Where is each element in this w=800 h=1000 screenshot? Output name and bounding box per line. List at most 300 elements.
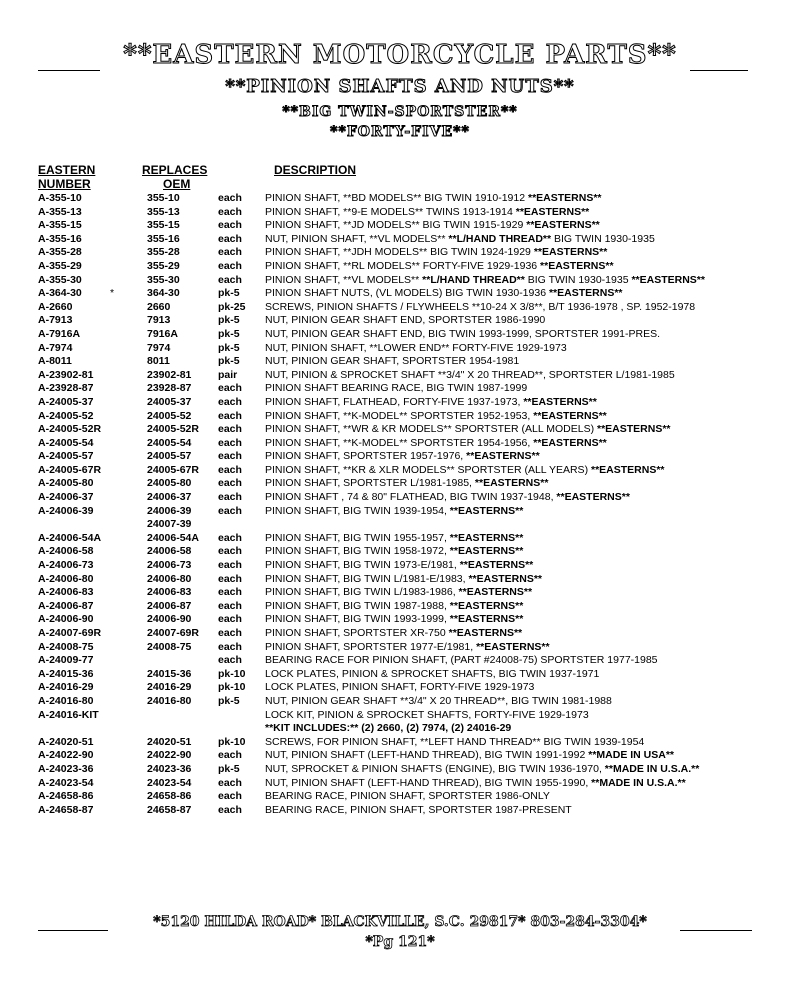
description-text: PINION SHAFT, **WR & KR MODELS** SPORTSTER (ALL MODELS): [265, 423, 595, 436]
description: [265, 545, 523, 559]
description-text: PINION SHAFT, BIG TWIN 1955-1957,: [265, 531, 447, 544]
oem-number: 355-16: [147, 232, 180, 245]
description-emphasis: **EASTERNS**: [449, 545, 524, 558]
oem-number: 24006-58: [147, 545, 192, 558]
package-unit: pk-5: [218, 694, 240, 707]
description-emphasis: **KIT INCLUDES:** (2) 2660, (2) 7974, (2) 24016-29: [265, 722, 512, 735]
description-text: BEARING RACE, PINION SHAFT, SPORTSTER 1986-ONLY: [265, 790, 550, 803]
row-marker: *: [110, 287, 115, 300]
oem-number: 364-30: [147, 287, 180, 300]
description: [265, 437, 607, 451]
list-item: [0, 749, 800, 763]
description: [265, 328, 660, 342]
list-item: [0, 668, 800, 682]
part-number: A-24006-90: [38, 613, 94, 626]
part-number: A-24006-39: [38, 504, 94, 517]
description-text: PINION SHAFT, **K-MODEL** SPORTSTER 1952-1953,: [265, 409, 531, 422]
description-emphasis: **EASTERNS**: [466, 450, 540, 463]
package-unit: each: [218, 627, 242, 639]
description-emphasis: **EASTERNS**: [476, 640, 550, 653]
col-head-replaces: REPLACES: [142, 163, 208, 177]
description-emphasis: **EASTERNS**: [556, 491, 630, 504]
page-subtitle-models: **BIG TWIN-SPORTSTER**: [282, 104, 518, 120]
description: [265, 654, 658, 668]
description: [265, 586, 532, 600]
package-unit: each: [218, 640, 242, 653]
description-emphasis: **EASTERNS**: [468, 572, 542, 585]
description-text: PINION SHAFT, **JDH MODELS** BIG TWIN 1924-1929: [265, 246, 531, 259]
oem-number: 8011: [147, 355, 170, 368]
description: [265, 763, 699, 777]
package-unit: each: [218, 246, 242, 259]
oem-number: 24006-39: [147, 504, 192, 517]
package-unit: each: [218, 205, 242, 218]
list-item: [0, 328, 800, 342]
oem-number: 24007-39: [147, 518, 192, 531]
part-number: A-24023-36: [38, 762, 94, 775]
oem-number: 23928-87: [147, 382, 192, 395]
list-item: [0, 355, 800, 369]
col-head-number: NUMBER: [38, 177, 91, 191]
title-rule-left: [38, 70, 100, 71]
description: [265, 477, 548, 491]
description-emphasis: **EASTERNS**: [474, 477, 549, 490]
description: [265, 233, 655, 247]
description: [265, 382, 527, 396]
footer-rule-right: [680, 930, 752, 931]
description: [265, 192, 602, 206]
description: [265, 274, 705, 288]
oem-number: 7974: [147, 341, 171, 354]
list-item: [0, 192, 800, 206]
list-item: [0, 627, 800, 641]
title-rule-right: [690, 70, 748, 71]
description-text: PINION SHAFT , 74 & 80" FLATHEAD, BIG TWIN 1937-1948,: [265, 491, 554, 504]
description: [265, 355, 519, 369]
description-text: NUT, PINION GEAR SHAFT END, SPORTSTER 1986-1990: [265, 314, 546, 327]
oem-number: 355-30: [147, 273, 180, 286]
list-item: [0, 641, 800, 655]
description-text: SCREWS, FOR PINION SHAFT, **LEFT HAND THREAD** BIG TWIN 1939-1954: [265, 735, 645, 748]
description: [265, 314, 545, 328]
description-emphasis: **EASTERNS**: [459, 559, 534, 572]
description: [265, 722, 511, 736]
list-item: [0, 477, 800, 491]
part-number: A-24007-69R: [38, 627, 102, 639]
part-number: A-24658-87: [38, 803, 94, 816]
list-item: [0, 410, 800, 424]
list-item: [0, 505, 800, 519]
oem-number: 355-28: [147, 246, 180, 259]
part-number: A-24006-54A: [38, 531, 102, 544]
part-number: A-24005-52: [38, 409, 94, 422]
part-number: A-24016-KIT: [38, 708, 99, 721]
description-emphasis: **EASTERNS**: [597, 423, 671, 436]
description-text: PINION SHAFT, **KR & XLR MODELS** SPORTSTER (ALL YEARS): [265, 463, 589, 476]
description: [265, 301, 695, 315]
oem-number: 24658-86: [147, 790, 192, 803]
list-item: [0, 790, 800, 804]
description-emphasis: **EASTERNS**: [449, 613, 524, 626]
part-number: A-355-15: [38, 219, 82, 232]
package-unit: each: [218, 545, 242, 558]
package-unit: each: [218, 504, 242, 517]
part-number: A-7974: [38, 341, 73, 354]
description-text: NUT, PINION GEAR SHAFT **3/4" X 20 THREAD**, BIG TWIN 1981-1988: [265, 694, 612, 707]
package-unit: each: [218, 259, 242, 272]
list-item: [0, 777, 800, 791]
description: [265, 369, 675, 383]
oem-number: 24006-80: [147, 572, 192, 585]
description-text: LOCK KIT, PINION & SPROCKET SHAFTS, FORTY-FIVE 1929-1973: [265, 708, 589, 721]
list-item: [0, 491, 800, 505]
description-emphasis: **EASTERNS**: [523, 395, 597, 408]
list-item: [0, 586, 800, 600]
oem-number: 24006-83: [147, 586, 192, 599]
part-number: A-8011: [38, 355, 72, 368]
description-emphasis: **EASTERNS**: [548, 287, 623, 300]
package-unit: pair: [218, 368, 238, 381]
oem-number: 355-29: [147, 259, 180, 272]
description: [265, 573, 542, 587]
part-number: A-24006-83: [38, 586, 94, 599]
package-unit: each: [218, 586, 242, 599]
description: [265, 804, 572, 818]
description: [265, 613, 523, 627]
package-unit: each: [218, 599, 242, 612]
description: [265, 505, 523, 519]
oem-number: 355-10: [147, 192, 180, 204]
part-number: A-24016-80: [38, 694, 94, 707]
package-unit: pk-10: [218, 735, 246, 748]
oem-number: 24005-52: [147, 409, 192, 422]
list-item: [0, 654, 800, 668]
list-item: [0, 437, 800, 451]
list-item: [0, 573, 800, 587]
oem-number: 24023-36: [147, 762, 192, 775]
description-text: PINION SHAFT, BIG TWIN 1993-1999,: [265, 613, 447, 626]
part-number: A-24006-37: [38, 491, 94, 504]
description-text: LOCK PLATES, PINION & SPROCKET SHAFTS, BIG TWIN 1937-1971: [265, 667, 600, 680]
description-text: NUT, PINION SHAFT, **LOWER END** FORTY-FIVE 1929-1973: [265, 341, 567, 354]
description-text: PINION SHAFT, **VL MODELS**: [265, 273, 420, 286]
part-number: A-24023-54: [38, 776, 94, 789]
list-item: [0, 613, 800, 627]
description-emphasis: **EASTERNS**: [449, 504, 524, 517]
description: [265, 709, 589, 723]
description: [265, 736, 644, 750]
col-head-description: DESCRIPTION: [274, 163, 357, 177]
list-item: [0, 695, 800, 709]
description: [265, 532, 523, 546]
package-unit: each: [218, 382, 242, 395]
description-text: BEARING RACE, PINION SHAFT, SPORTSTER 1987-PRESENT: [265, 803, 572, 816]
oem-number: 24006-87: [147, 599, 192, 612]
package-unit: each: [218, 803, 242, 816]
description-emphasis: **EASTERNS**: [526, 219, 600, 232]
list-item: [0, 369, 800, 383]
description: [265, 749, 674, 763]
package-unit: pk-10: [218, 667, 246, 680]
oem-number: 24005-57: [147, 450, 192, 463]
list-item: [0, 763, 800, 777]
package-unit: each: [218, 654, 242, 667]
footer-rule-left: [38, 930, 108, 931]
description-emphasis: **EASTERNS**: [449, 531, 524, 544]
description-emphasis: **EASTERNS**: [448, 627, 523, 639]
part-number: A-7916A: [38, 327, 81, 340]
package-unit: each: [218, 463, 242, 476]
description: [265, 246, 607, 260]
package-unit: each: [218, 395, 242, 408]
oem-number: 24016-29: [147, 681, 192, 694]
page-subtitle-forty-five: **FORTY-FIVE**: [330, 124, 470, 140]
part-number: A-24005-57: [38, 450, 94, 463]
part-number: A-355-16: [38, 232, 82, 245]
description: [265, 668, 599, 682]
oem-number: 7913: [147, 314, 171, 327]
part-number: A-24005-67R: [38, 463, 102, 476]
description: [265, 219, 600, 233]
list-item: [0, 233, 800, 247]
oem-number: 24023-54: [147, 776, 192, 789]
description-emphasis: **L/HAND THREAD**: [448, 232, 552, 245]
list-item: [0, 464, 800, 478]
part-number: A-355-29: [38, 259, 82, 272]
package-unit: each: [218, 192, 242, 204]
description: [265, 491, 630, 505]
package-unit: pk-5: [218, 762, 240, 775]
description: [265, 681, 534, 695]
list-item: [0, 423, 800, 437]
oem-number: 24007-69R: [147, 627, 199, 639]
description-emphasis: **EASTERNS**: [533, 436, 607, 449]
oem-number: 24005-54: [147, 436, 192, 449]
description: [265, 600, 523, 614]
parts-list: [0, 192, 800, 817]
description-emphasis: **MADE IN U.S.A.**: [604, 762, 700, 775]
description-text: NUT, PINION SHAFT (LEFT-HAND THREAD), BIG TWIN 1955-1990,: [265, 776, 589, 789]
description: [265, 695, 612, 709]
list-item: [0, 450, 800, 464]
part-number: A-24006-80: [38, 572, 94, 585]
oem-number: 24006-54A: [147, 531, 199, 544]
description-emphasis: **MADE IN USA**: [588, 749, 674, 762]
oem-number: 24015-36: [147, 667, 192, 680]
oem-number: 24006-73: [147, 559, 192, 572]
oem-number: 355-13: [147, 205, 180, 218]
part-number: A-24008-75: [38, 640, 94, 653]
description: [265, 342, 567, 356]
part-number: A-355-28: [38, 246, 82, 259]
description: [265, 464, 665, 478]
part-number: A-24022-90: [38, 749, 94, 762]
description-emphasis: **EASTERNS**: [540, 259, 614, 272]
package-unit: each: [218, 531, 242, 544]
description-text: PINION SHAFT NUTS, (VL MODELS) BIG TWIN 1930-1936: [265, 287, 547, 300]
package-unit: each: [218, 232, 242, 245]
package-unit: each: [218, 572, 242, 585]
description: [265, 396, 597, 410]
part-number: A-24005-54: [38, 436, 94, 449]
list-item: [0, 314, 800, 328]
list-item: [0, 342, 800, 356]
list-item: [0, 709, 800, 723]
description-emphasis: **EASTERNS**: [590, 463, 665, 476]
description-text: PINION SHAFT, **K-MODEL** SPORTSTER 1954-1956,: [265, 436, 531, 449]
part-number: A-355-10: [38, 192, 82, 204]
description-emphasis: **L/HAND THREAD**: [422, 273, 525, 286]
description: [265, 641, 550, 655]
description: [265, 777, 686, 791]
description-text: PINION SHAFT, **JD MODELS** BIG TWIN 1915-1929: [265, 219, 524, 232]
oem-number: 24005-80: [147, 477, 192, 490]
package-unit: each: [218, 776, 242, 789]
description-text: PINION SHAFT, BIG TWIN 1958-1972,: [265, 545, 447, 558]
description-text: NUT, PINION GEAR SHAFT END, BIG TWIN 1993-1999, SPORTSTER 1991-PRES.: [265, 327, 661, 340]
package-unit: pk-5: [218, 287, 240, 300]
list-item: [0, 246, 800, 260]
package-unit: each: [218, 477, 242, 490]
oem-number: 24005-52R: [147, 423, 199, 436]
part-number: A-24006-87: [38, 599, 94, 612]
description-text: NUT, SPROCKET & PINION SHAFTS (ENGINE), BIG TWIN 1936-1970,: [265, 762, 602, 775]
description-emphasis: **EASTERNS**: [458, 586, 533, 599]
description-text: PINION SHAFT, **RL MODELS** FORTY-FIVE 1929-1936: [265, 259, 538, 272]
package-unit: each: [218, 273, 242, 286]
description-text: PINION SHAFT, SPORTSTER 1957-1976,: [265, 450, 464, 463]
description-emphasis: **EASTERNS**: [449, 599, 524, 612]
description: [265, 450, 540, 464]
description-text: BEARING RACE FOR PINION SHAFT, (PART #24008-75) SPORTSTER 1977-1985: [265, 654, 658, 667]
package-unit: pk-10: [218, 681, 246, 694]
list-item: [0, 287, 800, 301]
description-text: NUT, PINION & SPROCKET SHAFT **3/4" X 20 THREAD**, SPORTSTER L/1981-1985: [265, 368, 675, 381]
part-number: A-364-30: [38, 287, 82, 300]
col-head-oem: OEM: [163, 177, 191, 191]
part-number: A-23902-81: [38, 368, 94, 381]
description-emphasis: **EASTERNS**: [533, 409, 607, 422]
description-text: NUT, PINION SHAFT (LEFT-HAND THREAD), BIG TWIN 1991-1992: [265, 749, 589, 762]
description-text: PINION SHAFT, SPORTSTER L/1981-1985,: [265, 477, 472, 490]
oem-number: 24005-37: [147, 395, 192, 408]
oem-number: 23902-81: [147, 368, 192, 381]
description: [265, 260, 614, 274]
part-number: A-24016-29: [38, 681, 94, 694]
package-unit: each: [218, 491, 242, 504]
description-text: LOCK PLATES, PINION SHAFT, FORTY-FIVE 1929-1973: [265, 681, 535, 694]
list-item: [0, 532, 800, 546]
oem-number: 24006-90: [147, 613, 192, 626]
description-text-after: BIG TWIN 1930-1935: [524, 273, 632, 286]
description: [265, 559, 533, 573]
package-unit: pk-5: [218, 314, 240, 327]
description-text: PINION SHAFT, SPORTSTER XR-750: [265, 627, 446, 639]
list-item: [0, 396, 800, 410]
oem-number: 355-15: [147, 219, 180, 232]
footer-address: *5120 HILDA ROAD* BLACKVILLE, S.C. 29817* 803-284-3304*: [153, 914, 647, 930]
part-number: A-24006-73: [38, 559, 94, 572]
page-title: **EASTERN MOTORCYCLE PARTS**: [123, 40, 677, 70]
list-item: [0, 274, 800, 288]
part-number: A-24005-37: [38, 395, 94, 408]
list-item: [0, 206, 800, 220]
list-item: [0, 804, 800, 818]
package-unit: pk-5: [218, 341, 240, 354]
oem-number: 24022-90: [147, 749, 192, 762]
part-number: A-24006-58: [38, 545, 94, 558]
oem-number: 24008-75: [147, 640, 192, 653]
description-text: NUT, PINION GEAR SHAFT, SPORTSTER 1954-1981: [265, 355, 520, 368]
part-number: A-24005-52R: [38, 423, 102, 436]
description-text: PINION SHAFT, **9-E MODELS** TWINS 1913-1914: [265, 205, 513, 218]
package-unit: each: [218, 613, 242, 626]
oem-number: 24658-87: [147, 803, 192, 816]
description: [265, 790, 550, 804]
list-item: [0, 722, 800, 736]
list-item: [0, 600, 800, 614]
package-unit: each: [218, 749, 242, 762]
part-number: A-24020-51: [38, 735, 94, 748]
part-number: A-2660: [38, 300, 73, 313]
description-text: PINION SHAFT, FLATHEAD, FORTY-FIVE 1937-1973,: [265, 395, 521, 408]
package-unit: each: [218, 450, 242, 463]
package-unit: each: [218, 423, 242, 436]
description: [265, 410, 607, 424]
description-text: PINION SHAFT, BIG TWIN L/1981-E/1983,: [265, 572, 466, 585]
oem-number: 24020-51: [147, 735, 192, 748]
list-item: [0, 382, 800, 396]
description: [265, 206, 589, 220]
description: [265, 287, 623, 301]
package-unit: each: [218, 436, 242, 449]
package-unit: each: [218, 790, 242, 803]
package-unit: each: [218, 409, 242, 422]
page-subtitle: **PINION SHAFTS AND NUTS**: [225, 76, 575, 97]
description-text: PINION SHAFT, **BD MODELS** BIG TWIN 1910-1912: [265, 192, 526, 204]
description-text: PINION SHAFT, BIG TWIN L/1983-1986,: [265, 586, 456, 599]
part-number: A-24005-80: [38, 477, 94, 490]
package-unit: each: [218, 559, 242, 572]
part-number: A-7913: [38, 314, 73, 327]
description-emphasis: **MADE IN U.S.A.**: [591, 776, 686, 789]
oem-number: 7916A: [147, 327, 178, 340]
description-emphasis: **EASTERNS**: [515, 205, 590, 218]
package-unit: pk-5: [218, 327, 240, 340]
oem-number: 2660: [147, 300, 171, 313]
description-text: SCREWS, PINION SHAFTS / FLYWHEELS **10-24 X 3/8**, B/T 1936-1978 , SP. 1952-1978: [265, 300, 696, 313]
oem-number: 24005-67R: [147, 463, 199, 476]
list-item: [0, 518, 800, 532]
description-text: PINION SHAFT, BIG TWIN 1987-1988,: [265, 599, 447, 612]
description-text: PINION SHAFT, BIG TWIN 1939-1954,: [265, 504, 447, 517]
description-text: PINION SHAFT BEARING RACE, BIG TWIN 1987-1999: [265, 382, 528, 395]
list-item: [0, 736, 800, 750]
list-item: [0, 260, 800, 274]
package-unit: each: [218, 219, 242, 232]
description-text: PINION SHAFT, BIG TWIN 1973-E/1981,: [265, 559, 457, 572]
part-number: A-355-13: [38, 205, 82, 218]
description-emphasis: **EASTERNS**: [533, 246, 608, 259]
description-text-after: BIG TWIN 1930-1935: [551, 232, 655, 245]
page-number: *Pg 121*: [365, 934, 435, 950]
list-item: [0, 559, 800, 573]
part-number: A-355-30: [38, 273, 82, 286]
oem-number: 24006-37: [147, 491, 192, 504]
package-unit: pk-5: [218, 355, 240, 368]
part-number: A-24009-77: [38, 654, 94, 667]
description-text: NUT, PINION SHAFT, **VL MODELS**: [265, 232, 446, 245]
